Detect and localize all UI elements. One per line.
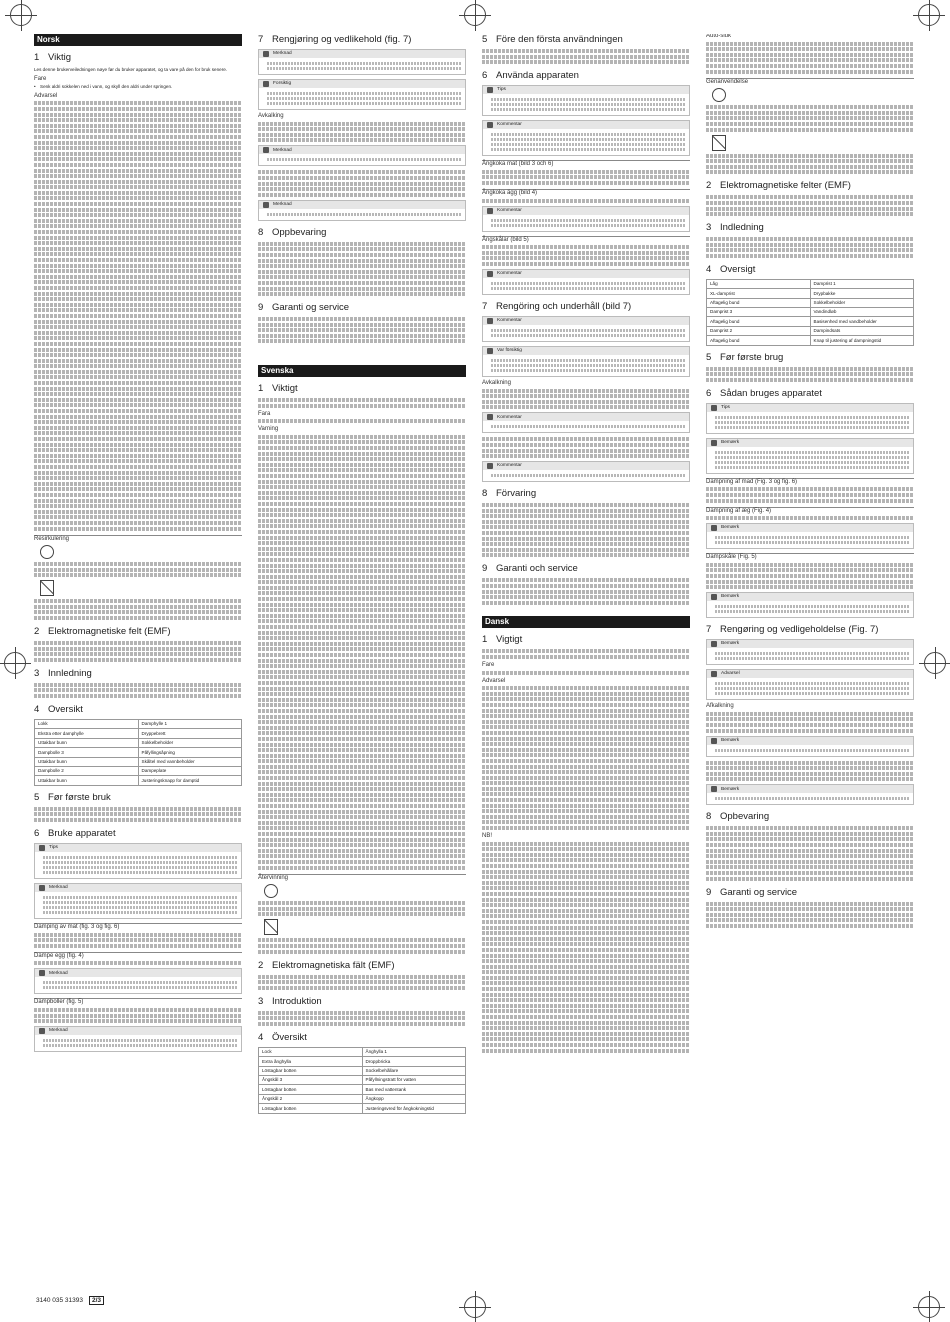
overview-table-dansk: Låg Damprist 1 XL-damprist Drypbakke Aftagelig bund Sokkelbeholder Damprist 3 Vandindløb Aftagelig bund Basisenhed med vandbeholder Damprist 2 Dampindsats Aftagelig bund Knap til justering af dampningstid [706,279,914,346]
subheading-angskalar: Ångskålar (bild 5) [482,236,690,244]
note-icon [711,641,717,647]
label-avkalkning: Avkalkning [482,379,511,386]
note-icon [711,525,717,531]
heading-emf: 2 Elektromagnetiske felt (EMF) [34,626,171,638]
heading-rengoring-da: 7 Rengøring og vedligeholdelse (Fig. 7) [706,624,879,636]
heading-genanvendelse: Genanvendelse [706,78,914,86]
heading-oversikt-sv: 4 Översikt [258,1031,307,1043]
tip-icon [487,87,493,93]
bemaerk-box-5: Bemærk [706,736,914,757]
nb-body [482,842,690,1053]
column-4 [706,34,914,1284]
heading-fore-forsta: 5 Före den första användningen [482,34,623,45]
tips-box: Tips [706,403,914,434]
note-icon [711,738,717,744]
heading-oppbevaring: 8 Oppbevaring [258,226,327,238]
note-icon [487,414,493,420]
column-norsk [34,34,242,1274]
heading-viktigt: 1 Viktigt [258,383,298,395]
note-icon [487,318,493,324]
label-varning: Varning [258,426,279,433]
kommentar-box-5: Kommentar [482,412,690,433]
bemaerk-box-3: Bemærk [706,592,914,618]
heading-emf-da: 2 Elektromagnetiske felter (EMF) [706,180,851,192]
heading-viktig: 1 Viktig [34,52,72,63]
subheading-angkoka-mat: Ångkoka mat (bild 3 och 6) [482,160,690,168]
subheading-dampskale: Dampskåle (Fig. 5) [706,553,914,561]
merknad-box-2: Merknad [258,145,466,166]
subheading-dampboller: Dampboller (fig. 5) [34,998,242,1006]
caution-icon [263,81,269,87]
page-number: 2/3 [89,1296,104,1305]
note-icon [711,786,717,792]
crossed-bin-icon [264,919,278,935]
var-forsiktig-box: Var försiktig [482,346,690,377]
label-fare: Fare [34,75,47,82]
heading-garanti: 9 Garanti og service [258,302,350,314]
varning-body [258,435,466,870]
note-icon [487,463,493,469]
heading-resirkulering: Resirkulering [34,535,242,543]
note-icon [263,147,269,153]
registration-mark-right [924,652,946,674]
merknad-box-3: Merknad [258,200,466,221]
label-auto-sluk: Auto-sluk [706,34,732,39]
subheading-dampning-mad: Dampning af mad (Fig. 3 og fig. 6) [706,478,914,486]
heading-bruke-apparatet: 6 Bruke apparatet [34,827,116,839]
tips-box: Tips [34,843,242,879]
kommentar-box-2: Kommentar [482,206,690,232]
advarsel-body-da [482,686,690,830]
tip-icon [711,405,717,411]
caution-icon [711,671,717,677]
label-fara: Fara [258,410,271,417]
column-3 [482,34,690,1284]
recycle-icon [712,88,726,102]
label-advarsel: Advarsel [34,92,58,99]
note-icon [487,122,493,128]
advarsel-box: Advarsel [706,669,914,700]
note-icon [711,440,717,446]
heading-oversigt: 4 Oversigt [706,263,756,275]
caution-icon [487,348,493,354]
heading-oversikt: 4 Oversikt [34,704,83,716]
forsiktig-box: Forsiktig [258,79,466,110]
heading-vigtigt: 1 Vigtigt [482,634,523,646]
overview-table-svenska: Lock Ånghylla 1 Extra ånghylla Droppbricka Löstagbar botten Sockelbehållare Ångskål 3 Påfyllningstratt för vatten Löstagbar botten Bas med vattentank Ångskål 2 Ångkopp Löstagbar botten Justeringsvred för ångkokningstid [258,1047,466,1114]
subheading-dampning-aeg: Dampning af æg (Fig. 4) [706,507,914,515]
crossed-bin-icon [40,580,54,596]
note-icon [487,208,493,214]
tips-box: Tips [482,85,690,116]
label-fare-da: Fare [482,662,495,668]
fare-item: • Senk aldri sokkelen ned i vann, og skyll den aldri under springen. [34,84,242,90]
note-icon [711,594,717,600]
merknad-box: Merknad [34,883,242,919]
overview-table-norsk: Lokk Damphylle 1 Ekstra etter damphylle Dryppebrett Uttakbar bunn Sokkelbeholder Dampbolle 3 Påfyllingsåpning Uttakbar bunn Skåltel med vannbeholder Dampbolle 2 Dampeplate Uttakbar bunn Justeringsknapp for damptid [34,719,242,786]
language-bar-svenska: Svenska [258,365,466,377]
crossed-bin-icon [712,135,726,151]
page-footer [36,1296,104,1305]
column-2 [258,34,466,1284]
heading-innledning: 3 Innledning [34,667,92,679]
subheading-angkoka-agg: Ångkoka ägg (bild 4) [482,189,690,197]
kommentar-box: Kommentar [482,120,690,156]
recycle-icon [40,545,54,559]
note-icon [39,970,45,976]
note-icon [263,202,269,208]
heading-opbevaring: 8 Opbevaring [706,811,770,823]
merknad-box: Merknad [258,49,466,75]
intro-text: Les denne brukerveiledningen nøye før du bruker apparatet, og ta vare på den for bruk senere. [34,67,228,72]
note-icon [263,51,269,57]
heading-indledning: 3 Indledning [706,222,764,234]
kommentar-box-4: Kommentar [482,316,690,342]
heading-sadan-bruges: 6 Sådan bruges apparatet [706,387,822,399]
advarsel-body [34,101,242,530]
bemaerk-box: Bemærk [706,438,914,474]
kommentar-box-6: Kommentar [482,461,690,482]
heading-for-forste-bruk: 5 Før første bruk [34,791,111,803]
heading-emf-sv: 2 Elektromagnetiska fält (EMF) [258,959,395,971]
language-bar-norsk: Norsk [34,34,242,46]
note-icon [39,885,45,891]
language-bar-dansk: Dansk [482,616,690,628]
heading-introduktion: 3 Introduktion [258,995,322,1007]
subheading-dampe-egg: Dampe egg (fig. 4) [34,952,242,960]
bemaerk-box-4: Bemærk [706,639,914,665]
subheading-damping-mat: Damping av mat (fig. 3 og fig. 6) [34,923,242,931]
registration-mark-top-left [10,4,32,26]
heading-garanti-da: 9 Garanti og service [706,886,798,898]
bemaerk-box-6: Bemærk [706,784,914,805]
note-icon [39,1028,45,1034]
heading-rengoring: 7 Rengöring och underhåll (bild 7) [482,300,632,312]
heading-rengjoring: 7 Rengjøring og vedlikehold (fig. 7) [258,34,412,45]
merknad-box-2: Merknad [34,968,242,994]
bemaerk-box-2: Bemærk [706,523,914,549]
registration-mark-top-center [464,4,486,26]
registration-mark-top-right [918,4,940,26]
heading-forvaring: 8 Förvaring [482,488,537,500]
heading-anvanda: 6 Använda apparaten [482,70,579,82]
kommentar-box-3: Kommentar [482,269,690,295]
doc-code: 3140 035 31393 [36,1297,83,1304]
registration-mark-left [4,652,26,674]
registration-mark-bottom-center [464,1296,486,1318]
tip-icon [39,845,45,851]
note-icon [487,271,493,277]
heading-atervinning: Återvinning [258,874,466,882]
label-afkalkning: Afkalkning [706,703,734,710]
label-nb: NB! [482,833,493,840]
registration-mark-bottom-right [918,1296,940,1318]
heading-for-forste-brug: 5 Før første brug [706,351,784,363]
merknad-box-3: Merknad [34,1026,242,1052]
recycle-icon [264,884,278,898]
label-avkalking: Avkalking [258,113,284,119]
heading-garanti-sv: 9 Garanti och service [482,563,578,575]
label-advarsel-da: Advarsel [482,677,506,684]
